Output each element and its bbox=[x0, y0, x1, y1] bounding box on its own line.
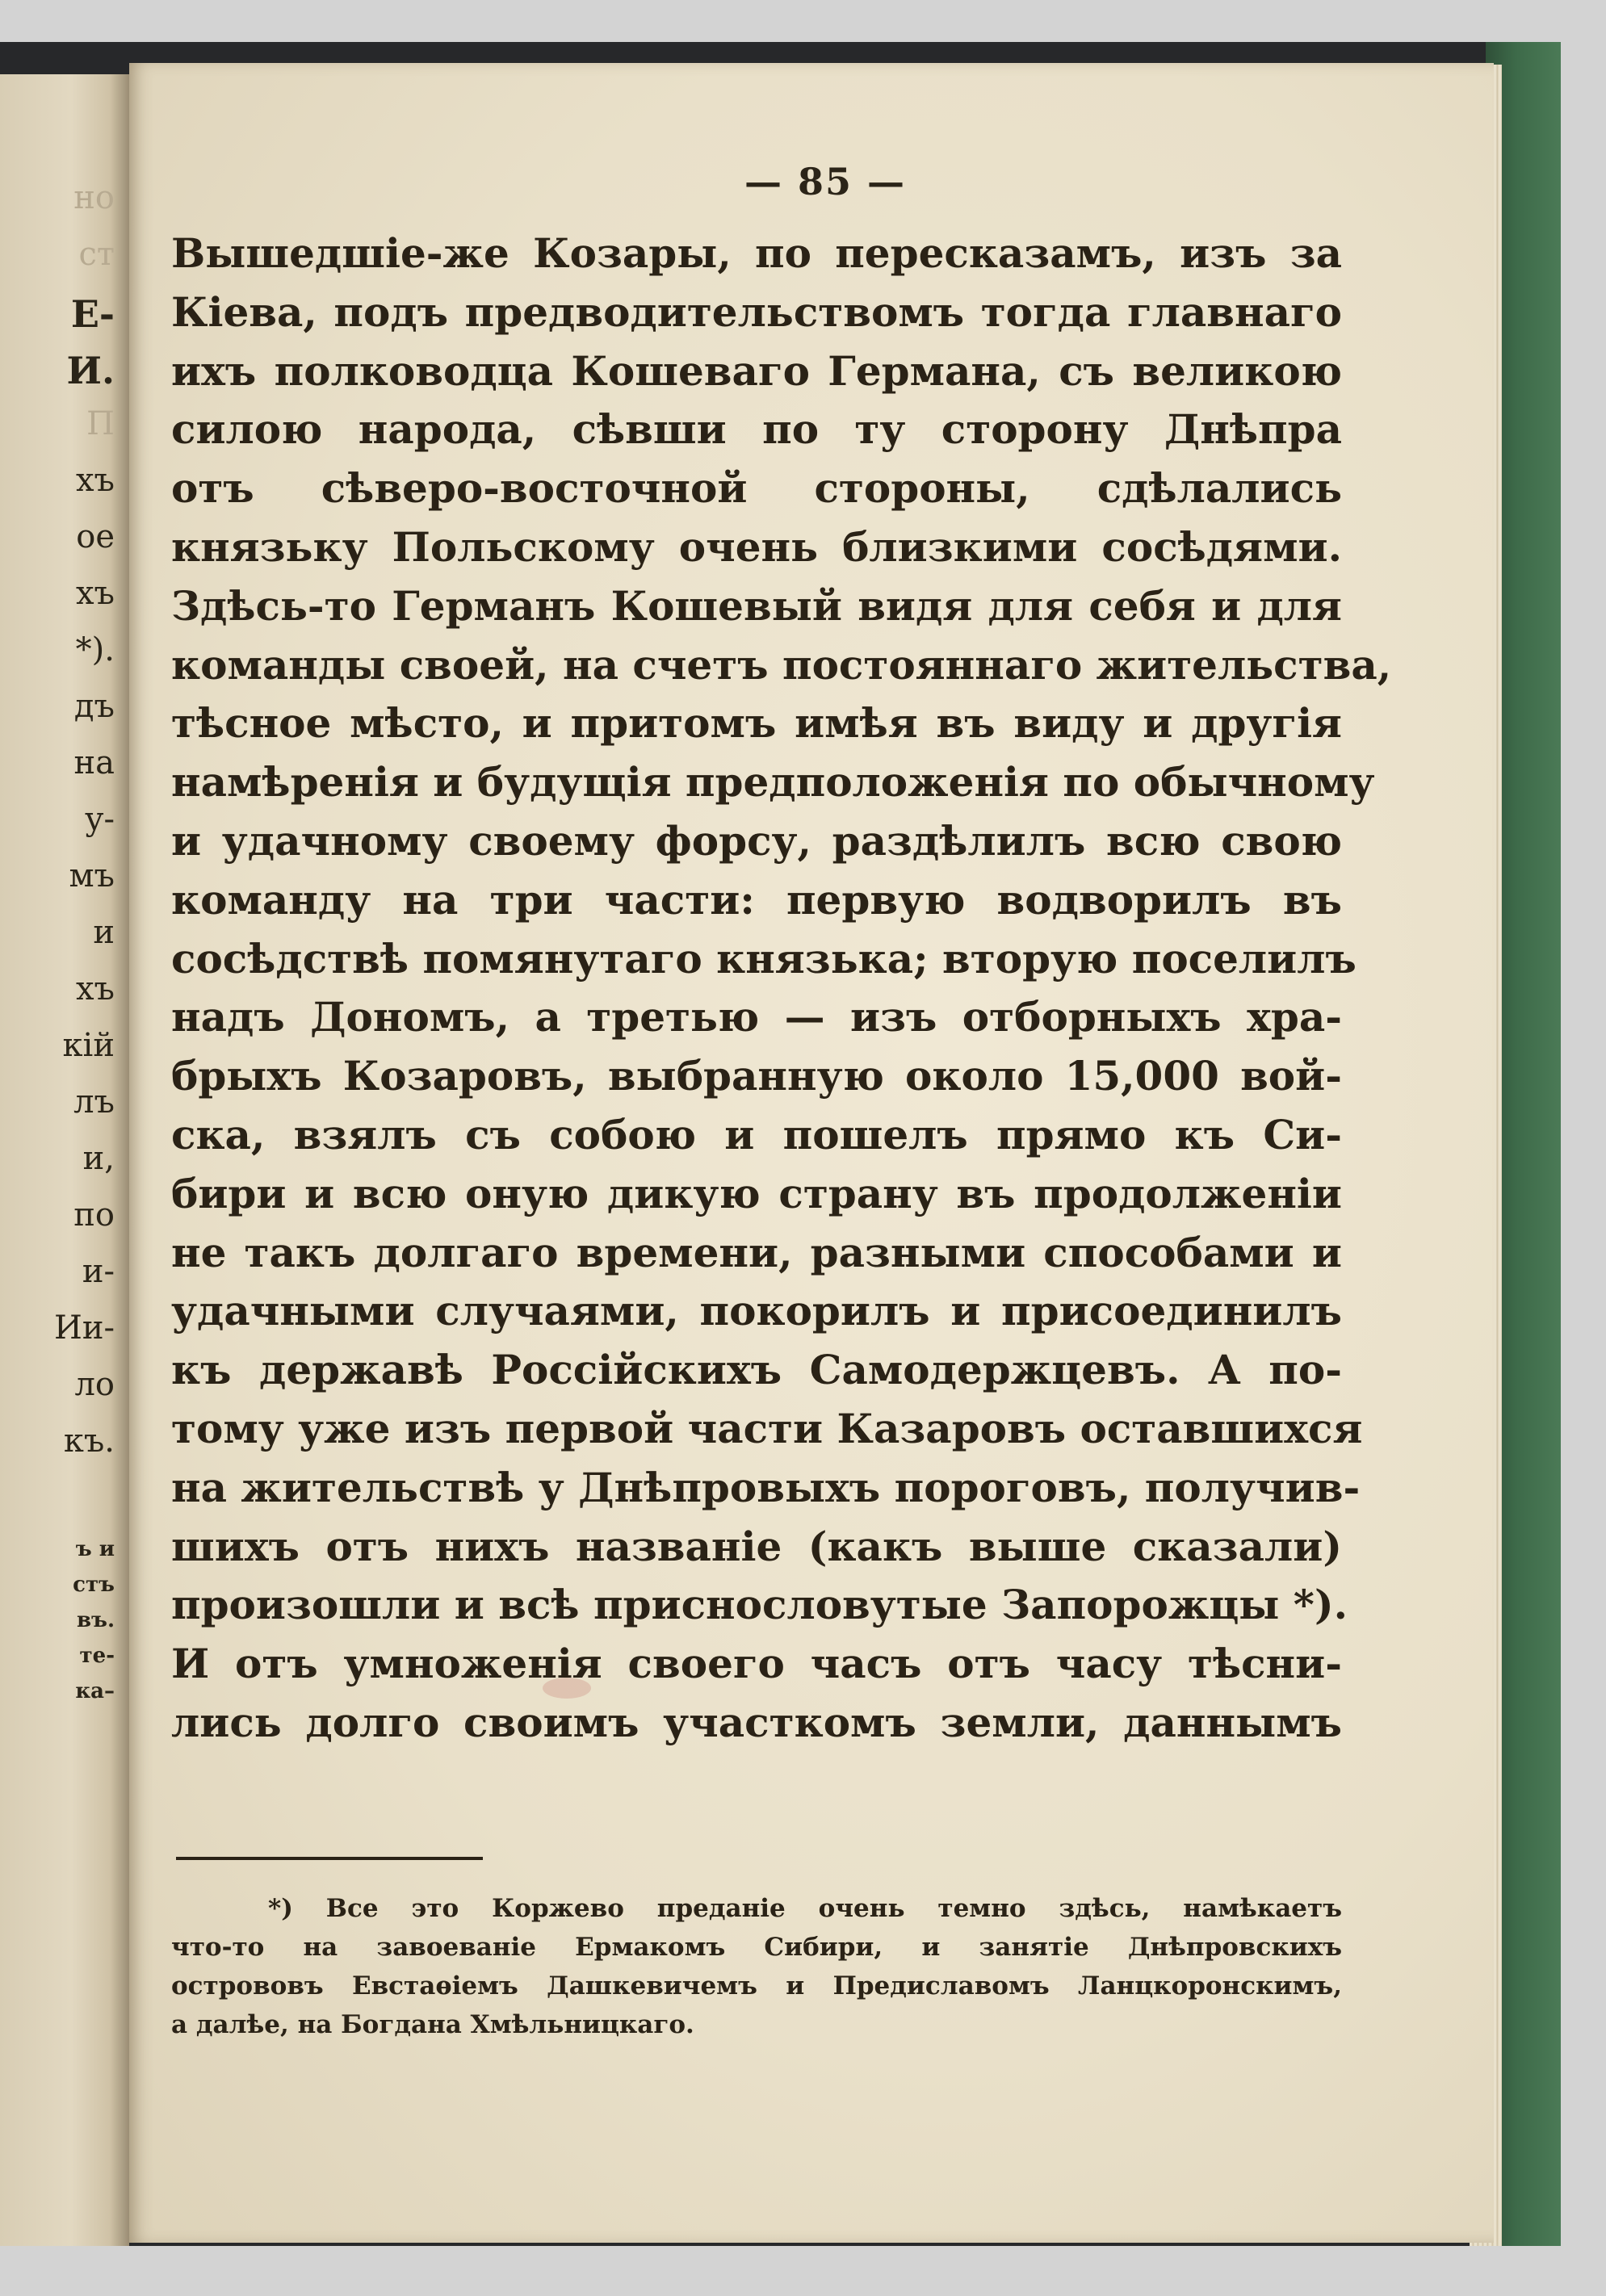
text-line: И отъ умноженія своего часъ отъ часу тѣсни- bbox=[171, 1640, 1342, 1688]
footnote-line: а далѣе, на Богдана Хмѣльницкаго. bbox=[171, 2010, 694, 2039]
text-line: бири и всю оную дикую страну въ продолженіи bbox=[171, 1169, 1342, 1217]
text-line: тому уже изъ первой части Казаровъ оставшихся bbox=[171, 1404, 1363, 1452]
left-fragment: дъ bbox=[73, 688, 115, 725]
left-fragment: мъ bbox=[69, 857, 115, 895]
left-fragment: на bbox=[73, 744, 115, 781]
text-line: Кіева, подъ предводительствомъ тогда главнаго bbox=[171, 287, 1342, 336]
left-fragment: по bbox=[73, 1196, 115, 1234]
text-line: команды своей, на счетъ постояннаго жительства, bbox=[171, 640, 1392, 689]
left-fragment: Е- bbox=[70, 292, 115, 336]
left-fragment: П bbox=[86, 405, 115, 442]
left-fragment: хъ bbox=[75, 575, 115, 612]
footnote-rule bbox=[176, 1857, 483, 1860]
text-line: не такъ долгаго времени, разными способами и bbox=[171, 1228, 1342, 1276]
text-line: и удачному своему форсу, раздѣлилъ всю свою bbox=[171, 816, 1342, 865]
left-fragment: ъ и bbox=[75, 1537, 115, 1561]
right-page bbox=[129, 63, 1494, 2243]
left-fragment: ое bbox=[76, 518, 115, 555]
text-line: команду на три части: первую водворилъ въ bbox=[171, 875, 1342, 924]
left-fragment: и- bbox=[82, 1253, 115, 1290]
left-fragment: хъ bbox=[75, 462, 115, 499]
footnote-line: острововъ Евстаѳіемъ Дашкевичемъ и Предиславомъ Ланцкоронскимъ, bbox=[171, 1971, 1342, 2001]
left-fragment: къ. bbox=[63, 1422, 115, 1460]
left-fragment: те- bbox=[79, 1644, 115, 1668]
left-fragment: ка– bbox=[75, 1679, 115, 1703]
footnote-line: что-то на завоеваніе Ермакомъ Сибири, и занятіе Днѣпровскихъ bbox=[171, 1933, 1342, 1962]
left-fragment: И. bbox=[66, 349, 115, 392]
text-line: силою народа, сѣвши по ту сторону Днѣпра bbox=[171, 405, 1342, 454]
left-fragment: въ. bbox=[76, 1608, 115, 1632]
left-fragment: стъ bbox=[73, 1573, 115, 1597]
body-text bbox=[171, 224, 1392, 1753]
left-fragment: и bbox=[93, 914, 115, 951]
text-line: ихъ полководца Кошеваго Германа, съ великою bbox=[171, 346, 1342, 395]
left-fragment: лъ bbox=[73, 1083, 115, 1121]
text-line: удачными случаями, покорилъ и присоединилъ bbox=[171, 1287, 1342, 1335]
text-line: лись долго своимъ участкомъ земли, даннымъ bbox=[171, 1698, 1342, 1746]
footnote-line: *) Все это Коржево преданіе очень темно здѣсь, намѣкаетъ bbox=[268, 1894, 1342, 1923]
ink-stain bbox=[543, 1678, 591, 1699]
text-line: тѣсное мѣсто, и притомъ имѣя въ виду и другія bbox=[171, 699, 1342, 748]
left-fragment: и, bbox=[82, 1140, 115, 1177]
text-line: надъ Дономъ, а третью — изъ отборныхъ хра- bbox=[171, 993, 1342, 1041]
text-line: сосѣдствѣ помянутаго князька; вторую поселилъ bbox=[171, 934, 1357, 983]
text-line: Вышедшіе-же Козары, по пересказамъ, изъ за bbox=[171, 229, 1342, 277]
left-fragment: у- bbox=[84, 801, 115, 838]
text-line: намѣренія и будущія предположенія по обычному bbox=[171, 758, 1375, 807]
left-fragment: ло bbox=[74, 1366, 115, 1403]
left-fragment: кій bbox=[62, 1027, 115, 1064]
text-line: князьку Польскому очень близкими сосѣдями. bbox=[171, 522, 1342, 571]
left-fragment: ст bbox=[78, 236, 115, 273]
page-number: — 85 — bbox=[744, 160, 907, 203]
left-fragment: Ии- bbox=[53, 1309, 115, 1347]
scanned-book-spread bbox=[0, 42, 1561, 2246]
text-line: на жительствѣ у Днѣпровыхъ пороговъ, получив- bbox=[171, 1463, 1361, 1511]
left-page-fragment bbox=[0, 74, 129, 2246]
text-line: шихъ отъ нихъ названіе (какъ выше сказали) bbox=[171, 1522, 1342, 1570]
text-line: произошли и всѣ приснословутые Запорожцы *). bbox=[171, 1581, 1348, 1629]
text-line: брыхъ Козаровъ, выбранную около 15,000 вой- bbox=[171, 1052, 1342, 1100]
text-line: Здѣсь-то Германъ Кошевый видя для себя и для bbox=[171, 581, 1342, 630]
left-fragment: но bbox=[73, 179, 115, 216]
text-line: къ державѣ Россійскихъ Самодержцевъ. А по- bbox=[171, 1346, 1342, 1394]
text-line: ска, взялъ съ собою и пошелъ прямо къ Си- bbox=[171, 1110, 1342, 1158]
text-line: отъ сѣверо-восточной стороны, сдѣлались bbox=[171, 464, 1342, 513]
left-fragment: хъ bbox=[75, 970, 115, 1008]
footnote bbox=[171, 1889, 1342, 2044]
left-fragment: *). bbox=[75, 631, 115, 668]
